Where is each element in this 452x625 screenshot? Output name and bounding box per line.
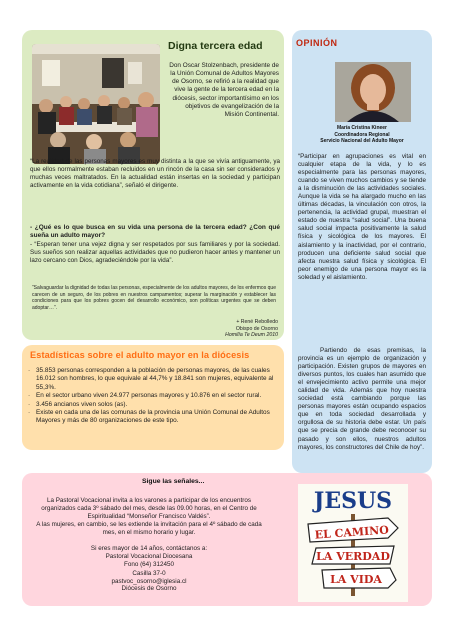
interview-answer: - “Esperan tener una vejez digna y ser respetados por sus familiares y por la sociedad. Sus sueños son realizar aquellas actividades que no pudieron hacer antes y mantener un lazo cercano con Dios, agradeciéndole por la vida”. bbox=[30, 241, 280, 264]
contact-line: Pastoral Vocacional Diocesana bbox=[105, 553, 193, 561]
stats-item: · En el sector urbano viven 24.977 personas mayores y 10.876 en el sector rural. bbox=[28, 392, 278, 400]
contact-line: Si eres mayor de 14 años, contáctanos a: bbox=[90, 545, 208, 552]
stats-title: Estadísticas sobre el adulto mayor en la diócesis bbox=[30, 350, 250, 360]
contact-email[interactable]: pastvoc_osorno@iglesia.cl bbox=[111, 577, 187, 585]
banner-verdad: LA VERDAD bbox=[316, 550, 390, 563]
opinion-paragraph: “Participar en agrupaciones es vital en cualquier etapa de la vida, y lo es especialmente para las personas mayores, cuando se viven muchos cambios y se tiende a la disminución de las actividades sociales. Aunque la vida se ha alargado mucho en las últimas décadas, la vinculación con otros, la pertenencia, la actividad grupal, muestran el estado de nuestra “salud social”. Una buena salud social impacta positivamente la salud física y sicológica de los mayores. El aislamiento y la inactividad, por el contrario, producen una deficiente salud social que afecta nuestra salud física y sicológica. El peor enemigo de una persona mayor es la soledad y el aislamiento. bbox=[298, 153, 426, 281]
bishop-quote: “Salvaguardar la dignidad de todas las personas, especialmente de los adultos mayores, de los enfermos que carecen de un seguro, de los pobres en nuestros campamentos; superar la marginación y establecer las condiciones para que los pobres gocen del desarrollo económico, son políticas urgentes que se deben adoptar…”. bbox=[32, 285, 276, 311]
contact-block bbox=[30, 545, 268, 586]
article-quote: “La realidad de las personas mayores es muy distinta a la que se vivía antiguamente, ya que ellos normalmente estaban recluidos en un rincón de la casa sin ser considerados y muchas veces maltratados. En la actualidad están insertas en la sociedad y participan activamente en la vida cotidiana”, señaló el dirigente. bbox=[30, 158, 280, 189]
bishop-signature bbox=[190, 319, 278, 339]
banner-jesus: JESUS bbox=[313, 488, 393, 514]
stats-item: · 35.853 personas corresponden a la población de personas mayores, de las cuales 16.012 son hombres, lo que equivale al 44,7% y 18.841 son mujeres, equivalente al 55,3%. bbox=[28, 367, 278, 392]
signature-role: Obispo de Osorno bbox=[235, 325, 278, 332]
contact-line: Fono (64) 312450 bbox=[123, 561, 175, 569]
stats-item: · 3.456 ancianos viven solos (as). bbox=[28, 401, 278, 409]
interview-question: - ¿Qué es lo que busca en su vida una persona de la tercera edad? ¿Con qué sueña un adulto mayor? bbox=[30, 224, 280, 240]
invitation-women: A las mujeres, en cambio, se les extiende la invitación para el 4º sábado de cada mes, en el mismo horario y lugar. bbox=[36, 521, 262, 537]
banner-vida: LA VIDA bbox=[330, 573, 382, 586]
meeting-photo bbox=[32, 44, 160, 164]
diocese-closing: Diócesis de Osorno bbox=[121, 585, 177, 592]
article-intro: Don Oscar Stolzenbach, presidente de la Unión Comunal de Adultos Mayores de Osorno, se refirió a la realidad que vive la gente de la tercera edad en la diócesis, sector importantísimo en los objetivos de evangelización de la Misión Continental. bbox=[169, 62, 279, 118]
invitation-men: La Pastoral Vocacional invita a los varones a participar de los encuentros organizados cada 3º sábado del mes, desde las 09.00 horas, en el Centro de Espiritualidad “Monseñor Francisco Valdés”. bbox=[41, 497, 257, 521]
contact-line: Casilla 37-0 bbox=[132, 569, 166, 577]
vocational-title: Sigue las señales... bbox=[142, 478, 205, 485]
signature-name: + René Rebolledo bbox=[236, 319, 278, 325]
article-title: Digna tercera edad bbox=[168, 40, 263, 52]
opinion-role: Coordinadora Regional bbox=[334, 131, 390, 138]
banner-camino: EL CAMINO bbox=[314, 523, 390, 542]
opinion-organization: Servicio Nacional del Adulto Mayor bbox=[320, 138, 404, 144]
portrait-caption bbox=[296, 125, 428, 145]
signature-source: Homilía Te Deum 2010 bbox=[225, 332, 278, 338]
opinion-paragraph: Partiendo de esas premisas, la provincia es un ejemplo de organización y participación. Existen grupos de mayores en diversos puntos, los cuales han asumido que el envejecimiento activo permite una mejor calidad de vida. Además que hoy nuestra sociedad está cambiando porque las personas mayores están ocupando espacios que en toda sociedad desarrollada y orgullosa de su historia debe estar. Un país que se precia de grande debe reconocer su pasado y son ellos, nuestros adultos mayores, los constructores del Chile de hoy”. bbox=[298, 347, 426, 451]
jesus-banner bbox=[298, 484, 408, 602]
stats-item: · Existe en cada una de las comunas de la provincia una Unión Comunal de Adultos Mayores y más de 80 organizaciones de este tipo. bbox=[28, 409, 278, 426]
stats-list bbox=[28, 367, 278, 426]
opinion-title: OPINIÓN bbox=[296, 38, 338, 48]
portrait-photo bbox=[335, 62, 411, 122]
opinion-name: María Cristina Kineer bbox=[336, 125, 388, 131]
